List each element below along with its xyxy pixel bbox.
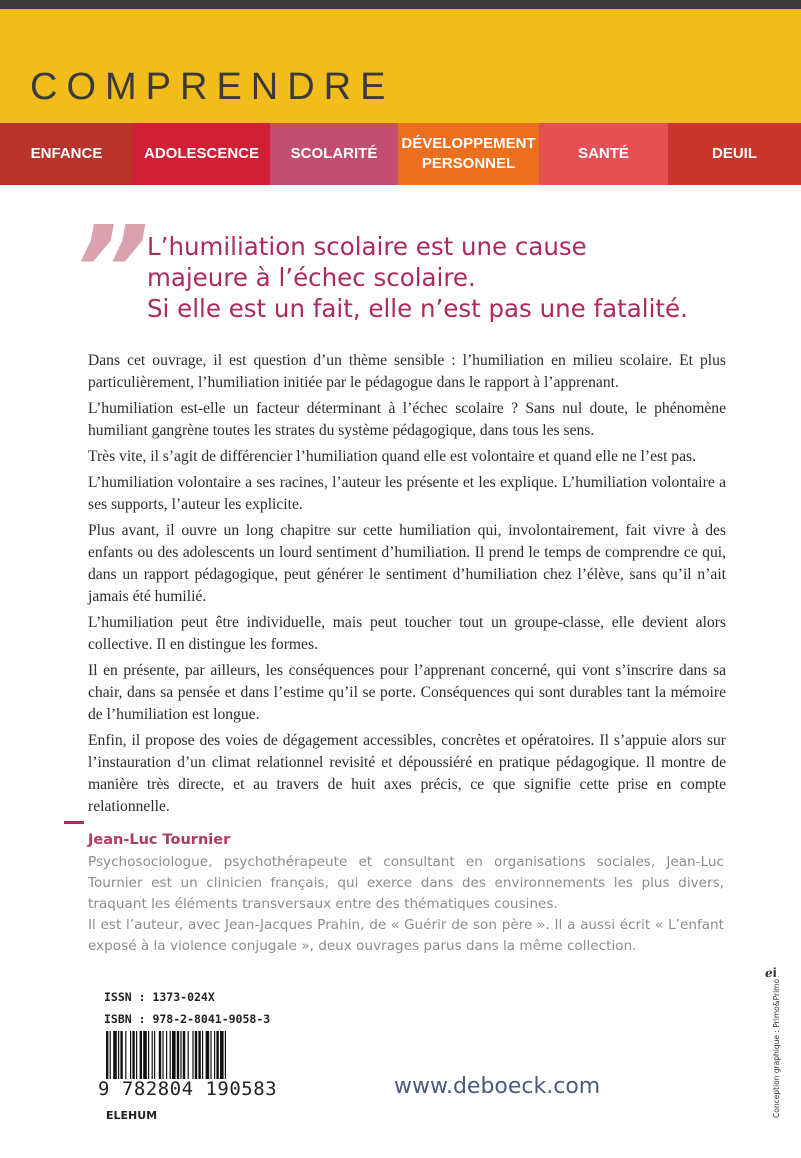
tab-label: ADOLESCENCE	[143, 145, 259, 162]
quote-mark-icon: ”	[72, 202, 150, 341]
blurb-paragraph: Plus avant, il ouvre un long chapitre sur cette humiliation qui, involontairement, fait vivre à des enfants ou des adolescents un lourd sentiment d’humiliation. Il prend le temps de comprendre ce qui, dans un rapport pédagogique, peut générer le sentiment d’humiliation chez l’élève, sans qu’il n’ait jamais été humilié.	[88, 522, 726, 605]
tab-developpement-personnel[interactable]	[398, 123, 539, 185]
blurb-paragraph: Dans cet ouvrage, il est question d’un thème sensible : l’humiliation en milieu scolaire. Et plus particulièrement, l’humiliation initiée par le pédagogue dans le rapport à l’apprenant.	[88, 352, 726, 391]
quote-line: majeure à l’échec scolaire.	[147, 263, 476, 292]
tab-deuil[interactable]	[668, 123, 801, 185]
author-bio-paragraph: Psychosociologue, psychothérapeute et consultant en organisations sociales, Jean-Luc Tournier est un clinicien français, qui exerce dans des environnements les plus divers, traquant les éléments transversaux entre des thématiques cousines.	[88, 854, 724, 912]
product-code: ELEHUM	[106, 1109, 158, 1122]
barcode-digits: 9 782804 190583	[98, 1078, 278, 1100]
blurb-paragraph: L’humiliation est-elle un facteur déterminant à l’échec scolaire ? Sans nul doute, le phénomène humiliant gangrène toutes les strates du système pédagogique, dans tous les sens.	[88, 400, 726, 439]
quote-line: L’humiliation scolaire est une cause	[147, 232, 587, 261]
category-tabs	[0, 123, 801, 185]
author-divider	[64, 821, 84, 824]
quote-line: Si elle est un fait, elle n’est pas une fatalité.	[147, 294, 688, 323]
author-bio	[88, 852, 724, 957]
author-name: Jean-Luc Tournier	[88, 832, 231, 848]
publisher-mark-icon: ℯi	[765, 966, 777, 980]
blurb-text	[88, 350, 726, 822]
tab-label: DEUIL	[712, 145, 757, 162]
tab-sante[interactable]	[539, 123, 668, 185]
author-bio-paragraph: Il est l’auteur, avec Jean-Jacques Prahin, de « Guérir de son père ». Il a aussi écrit « L’enfant exposé à la violence conjugale », deux ouvrages parus dans la même collection.	[88, 917, 724, 954]
publisher-website-link[interactable]: www.deboeck.com	[394, 1074, 601, 1099]
top-strip	[0, 0, 801, 9]
identifier-codes	[104, 986, 270, 1030]
tab-label-line2: PERSONNEL	[421, 155, 516, 172]
blurb-paragraph: Enfin, il propose des voies de dégagement accessibles, concrètes et opératoires. Il s’appuie alors sur l’instauration d’un climat relationnel revisité et dépoussiéré en pratique pédagogique. Il montre de manière très directe, et au travers de huit axes précis, ce que signifie cette prise en compte relationnelle.	[88, 732, 726, 815]
blurb-paragraph: Il en présente, par ailleurs, les conséquences pour l’apprenant concerné, qui vont s’inscrire dans sa chair, dans sa pensée et dans l’estime qu’il se porte. Conséquences qui sont durables tant la mémoire de l’humiliation est longue.	[88, 662, 726, 723]
tab-label: SCOLARITÉ	[290, 145, 378, 162]
blurb-paragraph: L’humiliation volontaire a ses racines, l’auteur les présente et les explique. L’humiliation volontaire a ses supports, l’auteur les explicite.	[88, 474, 726, 513]
pull-quote	[147, 231, 767, 324]
isbn-code: ISBN : 978-2-8041-9058-3	[104, 1012, 271, 1026]
tab-enfance[interactable]	[0, 123, 133, 185]
issn-code: ISSN : 1373-024X	[104, 990, 215, 1004]
tab-adolescence[interactable]	[133, 123, 270, 185]
barcode-icon	[106, 1031, 278, 1079]
tab-label: SANTÉ	[578, 145, 629, 162]
tab-label-line1: DÉVELOPPEMENT	[401, 135, 536, 152]
blurb-paragraph: L’humiliation peut être individuelle, mais peut toucher tout un groupe-classe, elle devient alors collective. Il en distingue les formes.	[88, 614, 726, 653]
tab-scolarite[interactable]	[270, 123, 398, 185]
blurb-paragraph: Très vite, il s’agit de différencier l’humiliation quand elle est volontaire et quand elle ne l’est pas.	[88, 448, 696, 465]
design-credit: Conception graphique : Primo&Primo	[772, 978, 781, 1118]
tab-label: ENFANCE	[30, 145, 103, 162]
series-title: COMPRENDRE	[30, 66, 395, 108]
